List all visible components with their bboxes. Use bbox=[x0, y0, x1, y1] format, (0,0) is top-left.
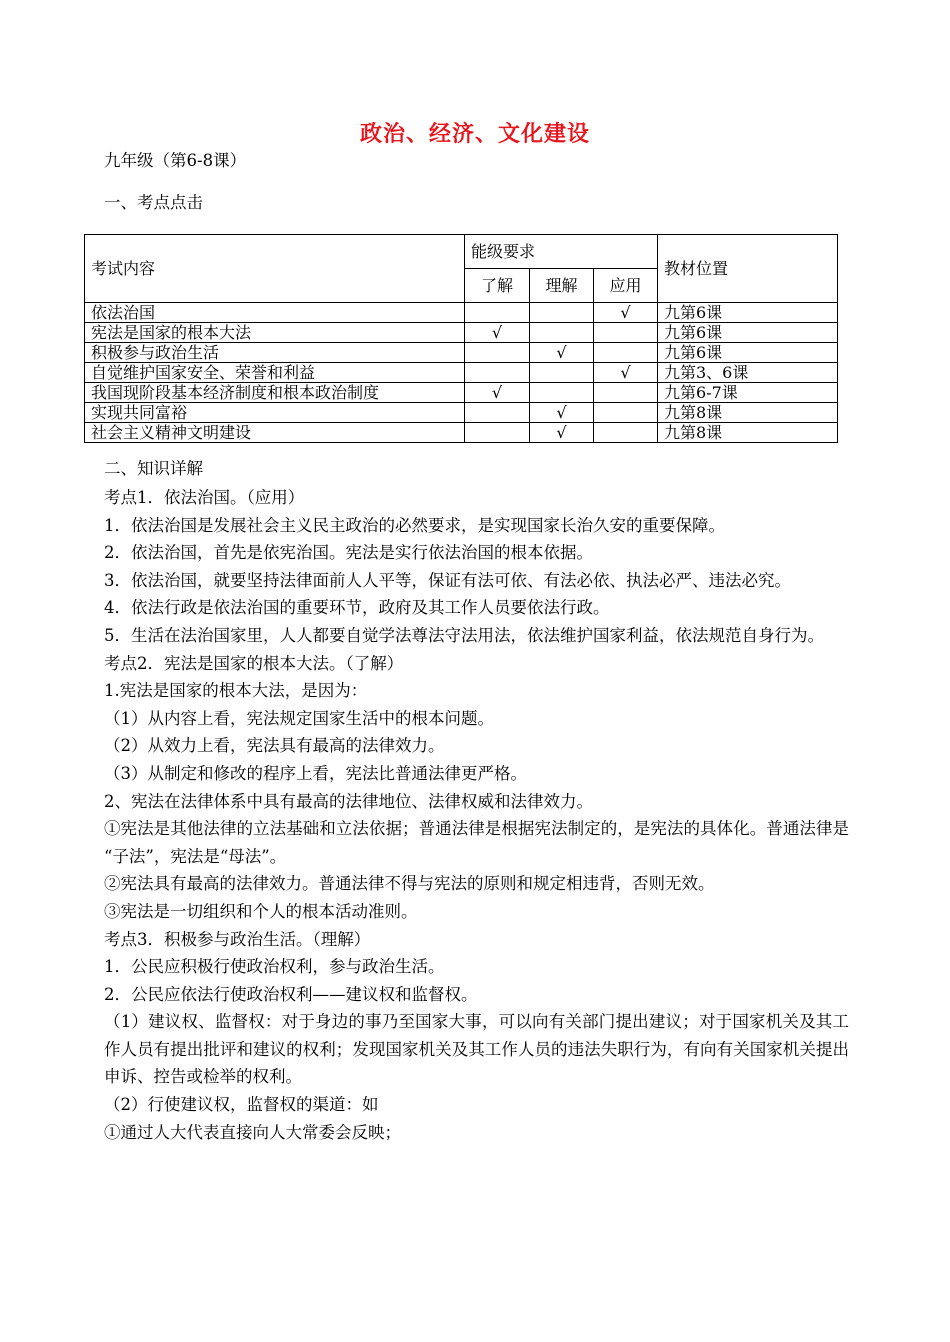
row-location: 九第6课 bbox=[658, 323, 838, 343]
check-mark bbox=[530, 303, 594, 323]
check-mark bbox=[594, 403, 658, 423]
check-mark bbox=[530, 363, 594, 383]
paragraph: 3．依法治国，就要坚持法律面前人人平等，保证有法可依、有法必依、执法必严、违法必究。 bbox=[104, 570, 791, 590]
row-location: 九第8课 bbox=[658, 423, 838, 443]
check-mark bbox=[594, 323, 658, 343]
check-mark bbox=[594, 423, 658, 443]
paragraph: ①宪法是其他法律的立法基础和立法依据；普通法律是根据宪法制定的，是宪法的具体化。普通法律是 “子法”，宪法是“母法”。 bbox=[104, 819, 849, 866]
table-row bbox=[85, 403, 838, 423]
paragraph: 2．公民应依法行使政治权利——建议权和监督权。 bbox=[104, 984, 478, 1004]
paragraph: 5．生活在法治国家里，人人都要自觉学法尊法守法用法，依法维护国家利益，依法规范自身行为。 bbox=[104, 625, 824, 645]
document-title: 政治、经济、文化建设 bbox=[359, 122, 590, 147]
header-location: 教材位置 bbox=[658, 235, 838, 303]
check-mark bbox=[465, 303, 530, 323]
section-heading-2: 二、知识详解 bbox=[104, 459, 203, 478]
header-level-understand: 理解 bbox=[530, 269, 594, 303]
table-row bbox=[85, 323, 838, 343]
table-row bbox=[85, 303, 838, 323]
paragraph: ③宪法是一切组织和个人的根本活动准则。 bbox=[104, 901, 418, 921]
check-mark: √ bbox=[465, 383, 530, 403]
paragraph: 1．公民应积极行使政治权利，参与政治生活。 bbox=[104, 957, 445, 977]
paragraph: 2、宪法在法律体系中具有最高的法律地位、法律权威和法律效力。 bbox=[104, 791, 593, 811]
check-mark: √ bbox=[530, 403, 594, 423]
paragraph: ②宪法具有最高的法律效力。普通法律不得与宪法的原则和规定相违背，否则无效。 bbox=[104, 874, 715, 894]
check-mark bbox=[465, 363, 530, 383]
check-mark bbox=[530, 323, 594, 343]
table-row bbox=[85, 363, 838, 383]
row-location: 九第6课 bbox=[658, 343, 838, 363]
section-heading-1: 一、考点点击 bbox=[104, 193, 203, 212]
paragraph: ①通过人大代表直接向人大常委会反映； bbox=[104, 1122, 401, 1142]
row-content: 我国现阶段基本经济制度和根本政治制度 bbox=[85, 383, 465, 403]
exam-points-table bbox=[84, 234, 838, 443]
paragraph: 4．依法行政是依法治国的重要环节，政府及其工作人员要依法行政。 bbox=[104, 598, 610, 618]
paragraph: （1）从内容上看，宪法规定国家生活中的根本问题。 bbox=[104, 708, 494, 728]
row-content: 宪法是国家的根本大法 bbox=[85, 323, 465, 343]
table-row bbox=[85, 423, 838, 443]
grade-line: 九年级（第6-8课） bbox=[104, 151, 247, 170]
paragraph: 1.宪法是国家的根本大法，是因为： bbox=[104, 681, 368, 701]
check-mark bbox=[594, 383, 658, 403]
header-level: 能级要求 bbox=[465, 235, 658, 269]
row-content: 自觉维护国家安全、荣誉和利益 bbox=[85, 363, 465, 383]
exam-point-heading: 考点2．宪法是国家的根本大法。（了解） bbox=[104, 653, 404, 673]
paragraph: 2．依法治国，首先是依宪治国。宪法是实行依法治国的根本依据。 bbox=[104, 543, 593, 563]
header-level-apply: 应用 bbox=[594, 269, 658, 303]
row-content: 积极参与政治生活 bbox=[85, 343, 465, 363]
paragraph: 1．依法治国是发展社会主义民主政治的必然要求，是实现国家长治久安的重要保障。 bbox=[104, 515, 725, 535]
check-mark bbox=[465, 403, 530, 423]
check-mark: √ bbox=[530, 423, 594, 443]
exam-point-heading: 考点1．依法治国。（应用） bbox=[104, 488, 305, 507]
check-mark: √ bbox=[465, 323, 530, 343]
check-mark bbox=[594, 343, 658, 363]
exam-point-heading: 考点3．积极参与政治生活。（理解） bbox=[104, 929, 371, 949]
row-content: 实现共同富裕 bbox=[85, 403, 465, 423]
paragraph: （3）从制定和修改的程序上看，宪法比普通法律更严格。 bbox=[104, 763, 527, 783]
knowledge-body bbox=[104, 484, 849, 1146]
check-mark: √ bbox=[594, 303, 658, 323]
row-content: 社会主义精神文明建设 bbox=[85, 423, 465, 443]
check-mark: √ bbox=[530, 343, 594, 363]
paragraph: （2）行使建议权，监督权的渠道：如 bbox=[104, 1095, 379, 1115]
header-content: 考试内容 bbox=[85, 235, 465, 303]
check-mark bbox=[465, 423, 530, 443]
row-location: 九第8课 bbox=[658, 403, 838, 423]
check-mark: √ bbox=[594, 363, 658, 383]
check-mark bbox=[530, 383, 594, 403]
check-mark bbox=[465, 343, 530, 363]
table-row bbox=[85, 343, 838, 363]
header-level-know: 了解 bbox=[465, 269, 530, 303]
table-row bbox=[85, 383, 838, 403]
paragraph: （2）从效力上看，宪法具有最高的法律效力。 bbox=[104, 736, 445, 756]
row-location: 九第3、6课 bbox=[658, 363, 838, 383]
paragraph: （1）建议权、监督权：对于身边的事乃至国家大事，可以向有关部门提出建议；对于国家机关及其工作人员有提出批评和建议的权利；发现国家机关及其工作人员的违法失职行为，有向有关国家机关提出申诉、控告或检举的权利。 bbox=[104, 1012, 849, 1087]
row-content: 依法治国 bbox=[85, 303, 465, 323]
row-location: 九第6课 bbox=[658, 303, 838, 323]
row-location: 九第6-7课 bbox=[658, 383, 838, 403]
